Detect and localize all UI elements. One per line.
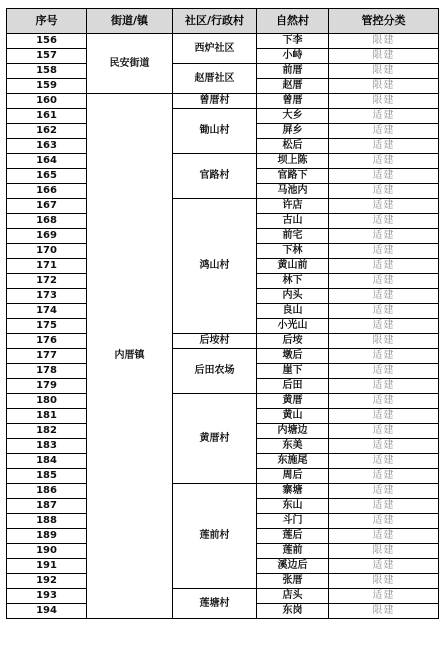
table-row: [7, 94, 439, 109]
village-cell: 黄山前: [257, 259, 329, 274]
town-cell: 民安街道: [87, 34, 173, 94]
village-cell: 松后: [257, 139, 329, 154]
village-cell: 莲前: [257, 544, 329, 559]
community-cell: 鸿山村: [173, 199, 257, 334]
table-row: [7, 484, 439, 499]
category-cell: 适建: [329, 184, 439, 199]
village-cell: 小峙: [257, 49, 329, 64]
row-num: 167: [7, 199, 87, 214]
row-num: 168: [7, 214, 87, 229]
row-num: 186: [7, 484, 87, 499]
row-num: 164: [7, 154, 87, 169]
village-cell: 内塘边: [257, 424, 329, 439]
row-num: 193: [7, 589, 87, 604]
category-cell: 适建: [329, 559, 439, 574]
category-cell: 适建: [329, 364, 439, 379]
row-num: 179: [7, 379, 87, 394]
category-cell: 适建: [329, 154, 439, 169]
village-cell: 前宅: [257, 229, 329, 244]
header-num: 序号: [7, 9, 87, 34]
table-row: [7, 64, 439, 79]
row-num: 162: [7, 124, 87, 139]
row-num: 183: [7, 439, 87, 454]
community-cell: 赵厝社区: [173, 64, 257, 94]
category-cell: 限建: [329, 49, 439, 64]
row-num: 190: [7, 544, 87, 559]
category-cell: 适建: [329, 199, 439, 214]
row-num: 163: [7, 139, 87, 154]
category-cell: 适建: [329, 274, 439, 289]
row-num: 176: [7, 334, 87, 349]
category-cell: 限建: [329, 94, 439, 109]
village-cell: 官路下: [257, 169, 329, 184]
category-cell: 限建: [329, 64, 439, 79]
table-row: [7, 199, 439, 214]
community-cell: 官路村: [173, 154, 257, 199]
village-cell: 崖下: [257, 364, 329, 379]
header-town: 街道/镇: [87, 9, 173, 34]
town-cell: 内厝镇: [87, 94, 173, 619]
village-cell: 赵厝: [257, 79, 329, 94]
category-cell: 适建: [329, 319, 439, 334]
community-cell: 黄厝村: [173, 394, 257, 484]
village-cell: 小光山: [257, 319, 329, 334]
category-cell: 适建: [329, 514, 439, 529]
community-cell: 后垵村: [173, 334, 257, 349]
village-cell: 林下: [257, 274, 329, 289]
village-cell: 黄厝: [257, 394, 329, 409]
village-cell: 黄山: [257, 409, 329, 424]
village-control-table: [6, 8, 439, 619]
category-cell: 限建: [329, 34, 439, 49]
community-cell: 西炉社区: [173, 34, 257, 64]
table-wrapper: [6, 8, 438, 619]
row-num: 169: [7, 229, 87, 244]
village-cell: 曾厝: [257, 94, 329, 109]
row-num: 166: [7, 184, 87, 199]
category-cell: 适建: [329, 484, 439, 499]
header-row: [7, 9, 439, 34]
row-num: 192: [7, 574, 87, 589]
category-cell: 适建: [329, 109, 439, 124]
community-cell: 莲前村: [173, 484, 257, 589]
row-num: 189: [7, 529, 87, 544]
row-num: 191: [7, 559, 87, 574]
category-cell: 限建: [329, 544, 439, 559]
village-cell: 东岗: [257, 604, 329, 619]
row-num: 180: [7, 394, 87, 409]
community-cell: 后田农场: [173, 349, 257, 394]
village-cell: 马池内: [257, 184, 329, 199]
category-cell: 适建: [329, 424, 439, 439]
village-cell: 后垵: [257, 334, 329, 349]
category-cell: 适建: [329, 529, 439, 544]
row-num: 178: [7, 364, 87, 379]
header-community: 社区/行政村: [173, 9, 257, 34]
village-cell: 张厝: [257, 574, 329, 589]
category-cell: 适建: [329, 469, 439, 484]
category-cell: 限建: [329, 574, 439, 589]
row-num: 174: [7, 304, 87, 319]
row-num: 181: [7, 409, 87, 424]
row-num: 184: [7, 454, 87, 469]
category-cell: 适建: [329, 589, 439, 604]
row-num: 188: [7, 514, 87, 529]
village-cell: 寨塘: [257, 484, 329, 499]
row-num: 187: [7, 499, 87, 514]
table-row: [7, 349, 439, 364]
community-cell: 曾厝村: [173, 94, 257, 109]
category-cell: 适建: [329, 439, 439, 454]
village-cell: 周后: [257, 469, 329, 484]
row-num: 160: [7, 94, 87, 109]
village-cell: 许店: [257, 199, 329, 214]
village-cell: 屏乡: [257, 124, 329, 139]
row-num: 159: [7, 79, 87, 94]
table-row: [7, 34, 439, 49]
category-cell: 适建: [329, 169, 439, 184]
row-num: 173: [7, 289, 87, 304]
category-cell: 限建: [329, 79, 439, 94]
table-row: [7, 109, 439, 124]
category-cell: 适建: [329, 454, 439, 469]
village-cell: 东美: [257, 439, 329, 454]
village-cell: 东山: [257, 499, 329, 514]
row-num: 156: [7, 34, 87, 49]
category-cell: 适建: [329, 139, 439, 154]
village-cell: 坝上陈: [257, 154, 329, 169]
row-num: 175: [7, 319, 87, 334]
row-num: 177: [7, 349, 87, 364]
table-row: [7, 154, 439, 169]
village-cell: 后田: [257, 379, 329, 394]
category-cell: 适建: [329, 124, 439, 139]
village-cell: 古山: [257, 214, 329, 229]
community-cell: 锄山村: [173, 109, 257, 154]
category-cell: 适建: [329, 244, 439, 259]
category-cell: 适建: [329, 304, 439, 319]
header-village: 自然村: [257, 9, 329, 34]
village-cell: 东施尾: [257, 454, 329, 469]
category-cell: 适建: [329, 214, 439, 229]
row-num: 170: [7, 244, 87, 259]
table-row: [7, 394, 439, 409]
category-cell: 适建: [329, 229, 439, 244]
village-cell: 墩后: [257, 349, 329, 364]
category-cell: 适建: [329, 289, 439, 304]
table-row: [7, 589, 439, 604]
village-cell: 溪边后: [257, 559, 329, 574]
village-cell: 店头: [257, 589, 329, 604]
village-cell: 下李: [257, 34, 329, 49]
table-row: [7, 334, 439, 349]
row-num: 171: [7, 259, 87, 274]
category-cell: 适建: [329, 349, 439, 364]
row-num: 182: [7, 424, 87, 439]
row-num: 158: [7, 64, 87, 79]
category-cell: 适建: [329, 499, 439, 514]
row-num: 185: [7, 469, 87, 484]
village-cell: 莲后: [257, 529, 329, 544]
village-cell: 内头: [257, 289, 329, 304]
category-cell: 适建: [329, 394, 439, 409]
row-num: 165: [7, 169, 87, 184]
village-cell: 斗门: [257, 514, 329, 529]
village-cell: 前厝: [257, 64, 329, 79]
village-cell: 下林: [257, 244, 329, 259]
row-num: 161: [7, 109, 87, 124]
row-num: 172: [7, 274, 87, 289]
category-cell: 适建: [329, 259, 439, 274]
row-num: 194: [7, 604, 87, 619]
category-cell: 限建: [329, 334, 439, 349]
community-cell: 莲塘村: [173, 589, 257, 619]
category-cell: 限建: [329, 604, 439, 619]
row-num: 157: [7, 49, 87, 64]
category-cell: 适建: [329, 409, 439, 424]
village-cell: 良山: [257, 304, 329, 319]
village-cell: 大乡: [257, 109, 329, 124]
category-cell: 适建: [329, 379, 439, 394]
header-category: 管控分类: [329, 9, 439, 34]
